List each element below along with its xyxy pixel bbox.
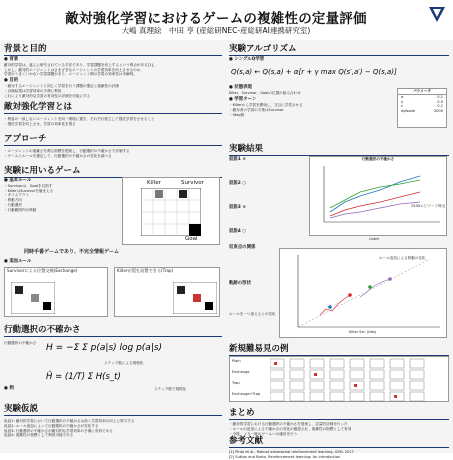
params-table — [397, 88, 447, 128]
rule-line: ・KillerはSurvivorを捕まえる — [4, 188, 54, 193]
param-key: γ — [401, 99, 404, 104]
organization-logo — [427, 4, 447, 24]
rule-exchange-figure — [4, 267, 108, 317]
reference-line: [1] Pinto et al., Robust adversarial reinforcement learning, ICML 2017 — [229, 450, 354, 454]
approach-heading: アプローチ — [4, 132, 222, 146]
uncertainty-note: ステップ数で規格化 — [154, 387, 187, 391]
learn-line: ・敵対者の学習の方策はSurvivor — [229, 107, 284, 112]
summary-line: ・敵対的学習における行動選択の不確かさを提案し、定量的評価を行った — [229, 422, 348, 426]
algorithm-heading: 実験アルゴリズム — [229, 42, 449, 56]
newrules-heading: 新規難易見の例 — [229, 342, 449, 356]
q-update-formula — [229, 64, 449, 78]
background-line: 敵対的学習は、盛んに研究されている手法であり、学習課題を向上するという利点がある[1]。 — [4, 62, 157, 67]
summary-line: ・ルールの追加による不確かさの変化が確認され、複雑性の指標として有効 — [229, 426, 352, 431]
results-section — [229, 142, 449, 340]
example-label: ● 例 — [4, 386, 14, 391]
svg-text:Q(s,a) ← Q(s,a) + α[r + γ max: Q(s,a) ← Q(s,a) + α[r + γ max Q(s′,a′) − Q(s,a)] — [231, 67, 397, 76]
poster-title: 敵対強化学習におけるゲームの複雑性の定量評価 — [65, 11, 367, 27]
newrules-row-label: Exchange+Trap — [232, 392, 261, 396]
right-column — [229, 42, 449, 459]
adversarial-section — [4, 100, 222, 127]
rule-line: ・行動範囲内の移動 — [4, 207, 37, 212]
rule-exchange-title: Survivorによる位置交換(Exchange) — [7, 268, 78, 273]
adversarial-line: ・利害の一致しないエージェントを同一環境に置き、それぞれ独立して強化学習をさせること — [4, 117, 155, 121]
learn-label: ● 学習ターン — [229, 97, 257, 103]
poster-authors: 大嶋 真理絵 中田 亨 (産総研NEC-産総研AI連携研究室) — [121, 26, 311, 35]
chart2-plot — [280, 249, 446, 337]
uncertainty-eq-label: 行動選択の不確かさ — [4, 341, 37, 345]
newrules-thumbnails — [270, 358, 446, 402]
chart1-xlabel: Catch — [369, 237, 380, 241]
param-value: 0.1 — [437, 94, 443, 99]
adversarial-heading: 敵対強化学習とは — [4, 100, 222, 114]
game-section — [4, 164, 222, 319]
goal-line: これにより敵対的な学習の有効性の評価を可能にする — [4, 93, 91, 98]
entropy-formula — [46, 337, 222, 357]
uncertainty-section — [4, 323, 222, 398]
params-title: パラメータ — [398, 89, 446, 95]
rule-trap-title: Killerが罠を設置できる(Trap) — [117, 268, 174, 273]
learn-line: ・Step数 — [229, 112, 245, 117]
summary-section — [229, 406, 449, 436]
rule-line: ・移動方向 — [4, 198, 22, 203]
chart-convergence — [279, 248, 447, 338]
newrules-grid — [229, 356, 449, 402]
svg-text:Ĥ = (1/T) Σ H(s_t): Ĥ = (1/T) Σ H(s_t) — [46, 372, 121, 382]
svg-text:H = −Σ Σ p(a|s) log p(a|s): H = −Σ Σ p(a|s) log p(a|s) — [46, 343, 163, 353]
rule-trap-figure — [114, 267, 220, 317]
references-heading: 参考文献 — [229, 434, 449, 448]
hypothesis-result: 仮説2 ○ — [229, 181, 247, 186]
param-value: 0.9 — [437, 99, 443, 104]
chart1-title: 行動選択の不確かさ — [361, 157, 395, 161]
summary-line: ・今後、より一般のゲームへの適用を行う — [229, 431, 298, 436]
q-label: ● シングルQ学習 — [229, 57, 265, 62]
newrules-row-label: Plain — [232, 359, 241, 363]
newrules-section — [229, 342, 449, 402]
param-key: ε — [401, 104, 403, 109]
killer-label: Killer — [147, 180, 161, 186]
background-section — [4, 42, 222, 98]
hypothesis-result: 仮説4 ○ — [229, 229, 247, 234]
game-heading: 実験に用いるゲーム — [4, 164, 222, 178]
param-value: 2000 — [433, 109, 443, 114]
param-row — [398, 109, 446, 114]
state-label: ● 状態表現 — [229, 84, 252, 90]
background-label: ● 背景 — [4, 57, 19, 62]
newrules-row-label: Exchange — [232, 370, 250, 374]
goal-label: Goal — [185, 236, 198, 242]
step-norm-label: ステップ数による規格化 — [104, 361, 144, 365]
goal-label: ● 目的 — [4, 78, 19, 84]
title-band — [0, 0, 453, 40]
rule-label: ● 基本ルール — [4, 178, 32, 183]
results-heading: 実験結果 — [229, 142, 449, 156]
summary-heading: まとめ — [229, 406, 449, 420]
normalized-formula — [46, 367, 222, 385]
trap-grid — [173, 282, 217, 314]
approach-section — [4, 132, 222, 159]
rule-line: ・Survivorは、Goalを目指す — [4, 183, 53, 188]
learn-line: ・Killerから学習を開始し、交互に学習させる — [229, 103, 303, 108]
algorithm-section — [229, 42, 449, 137]
rule-line: ・行動選択 — [4, 202, 22, 207]
hypothesis-item: 仮説3: 行動選択の不確かさが敵対的な学習効率の予測に有効である — [4, 428, 113, 433]
approach-line: ・エージェントの複雑さを測る指標を提案し、行動選択の不確かさで評価する — [4, 149, 130, 153]
hypothesis-heading: 実験仮説 — [4, 402, 222, 416]
trace-heading: 軌跡の形状 — [229, 281, 251, 286]
converge-heading: 収束点の関係 — [229, 245, 256, 250]
chart2-xlabel: Killer Sel. (bits) — [349, 330, 377, 334]
trace-note: ルールを一つ加えるとの変化 — [229, 312, 276, 316]
exchange-grid — [11, 282, 55, 314]
background-line: 学習がうまくいかない学習課題があり、エージェント間の学習の効率性は未解明。 — [4, 72, 137, 77]
hypothesis-item: 仮説2: ルール追加によって行動選択の不確かさが変化する — [4, 423, 99, 428]
chart1-plot — [310, 162, 446, 230]
game-caption: 同時手番ゲームであり、不完全情報ゲーム — [24, 249, 120, 255]
adversarial-line: ・強化学習を向上させ、学習の効率化を図る — [4, 121, 76, 126]
background-heading: 背景と目的 — [4, 42, 222, 56]
chart2-note: ルール追加による移動の変化 — [379, 256, 426, 260]
state-line: Killer、Survivor、Goalの位置の組み合わせ — [229, 90, 301, 95]
game-grid — [141, 188, 201, 236]
approach-line: ・ゲームとルールを選定して、行動選択の不確かさの変化を調べる — [4, 153, 112, 158]
newrules-row-label: Trap — [232, 381, 240, 385]
goal-line: ・評価結果は学習効率の予測に利用 — [4, 88, 62, 93]
rule-line: ・タイムアウト — [4, 193, 30, 198]
param-key: α — [401, 94, 404, 99]
chart1-note: 2500エピソード時点 — [411, 204, 446, 208]
uncertainty-heading: 行動選択の不確かさ — [4, 323, 222, 337]
param-key: episode — [401, 109, 416, 114]
chart-uncertainty — [309, 156, 447, 236]
hypothesis-section — [4, 402, 222, 438]
survivor-label: Survivor — [181, 180, 204, 186]
hypothesis-item: 仮説1: 敵対的学習において行動選択の不確かさは高く学習効率の向上に寄与する — [4, 419, 135, 423]
hypothesis-result: 仮説1 × — [229, 157, 247, 162]
hypothesis-item: 仮説4: 複雑性の指標として利用可能である — [4, 433, 74, 438]
reference-line: [2] Sutton and Barto, Reinforcement learning: An introduction — [229, 454, 341, 459]
goal-line: ・敵対するエージェントと同じく学習を行う課題の選定と複雑性の評価 — [4, 83, 119, 88]
param-value: 0.1 — [437, 104, 443, 109]
added-rule-label: ● 追加ルール — [4, 259, 32, 264]
left-column — [4, 42, 222, 450]
background-line: しかし、敵対的エージェントはさまざまなエージェントの学習効率を向上させるのか、 — [4, 67, 144, 72]
hypothesis-result: 仮説3 × — [229, 205, 247, 210]
game-board-figure — [122, 177, 220, 245]
